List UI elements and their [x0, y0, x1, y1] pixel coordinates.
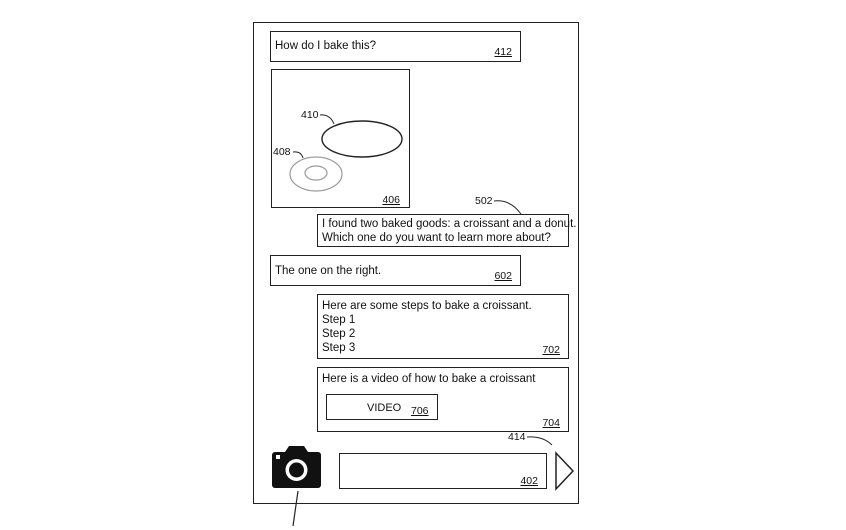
- followup-text: The one on the right.: [275, 265, 382, 277]
- donut-leader-line: [293, 152, 303, 158]
- reply-line-1: I found two baked goods: a croissant and a donut.: [322, 218, 577, 230]
- reply-leader-line: [494, 201, 521, 214]
- video-message-title: Here is a video of how to bake a croissant: [322, 373, 536, 385]
- steps-title: Here are some steps to bake a croissant.: [322, 300, 532, 312]
- video-ref: 706: [411, 405, 429, 417]
- image-message-ref: 406: [382, 194, 400, 206]
- donut-label: 408: [273, 146, 291, 158]
- step-item: Step 1: [322, 314, 356, 326]
- user-query-text: How do I bake this?: [275, 40, 377, 52]
- message-input-ref: 402: [520, 475, 538, 487]
- video-label: VIDEO: [367, 402, 402, 414]
- reply-line-2: Which one do you want to learn more about?: [322, 232, 551, 244]
- oval-label: 410: [301, 109, 319, 121]
- step-item: Step 3: [322, 342, 356, 354]
- oval-leader-line: [320, 115, 334, 124]
- step-item: Step 2: [322, 328, 356, 340]
- send-label: 414: [508, 431, 526, 443]
- reply-label: 502: [475, 195, 493, 207]
- followup-ref: 602: [494, 270, 512, 282]
- user-query-ref: 412: [494, 46, 512, 58]
- video-message-ref: 704: [542, 417, 560, 429]
- camera-leader-line: [293, 491, 298, 526]
- steps-ref: 702: [542, 344, 560, 356]
- send-leader-line: [527, 437, 552, 445]
